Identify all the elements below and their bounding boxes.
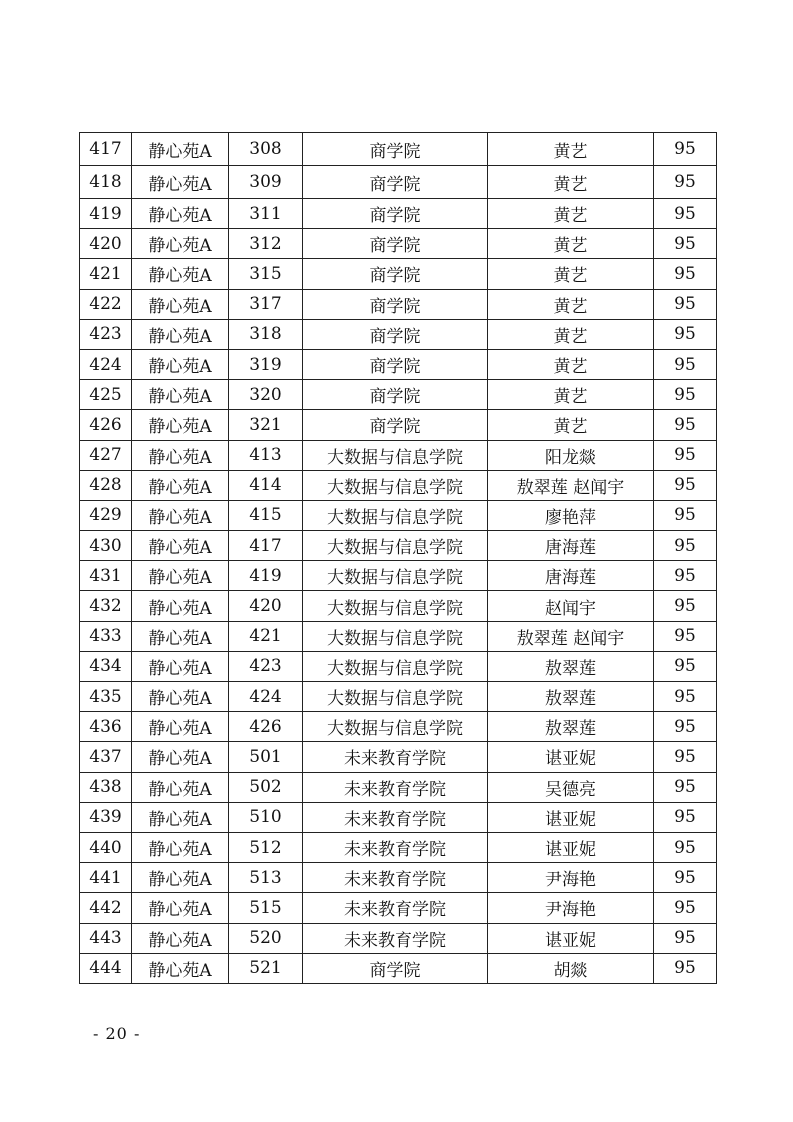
- row-index-cell: 432: [80, 591, 132, 621]
- college-cell: 商学院: [303, 199, 488, 229]
- score-cell: 95: [654, 923, 717, 953]
- college-cell: 大数据与信息学院: [303, 712, 488, 742]
- building-cell: 静心苑A: [132, 380, 229, 410]
- table-row: [80, 133, 717, 166]
- room-cell: 512: [229, 832, 303, 862]
- table-row: [80, 259, 717, 289]
- score-cell: 95: [654, 531, 717, 561]
- name-cell: 谌亚妮: [488, 923, 654, 953]
- college-cell: 大数据与信息学院: [303, 621, 488, 651]
- room-cell: 510: [229, 802, 303, 832]
- building-cell: 静心苑A: [132, 863, 229, 893]
- room-cell: 502: [229, 772, 303, 802]
- room-cell: 420: [229, 591, 303, 621]
- table-row: [80, 742, 717, 772]
- name-cell: 黄艺: [488, 410, 654, 440]
- college-cell: 商学院: [303, 319, 488, 349]
- name-cell: 尹海艳: [488, 893, 654, 923]
- name-cell: 敖翠莲 赵闻宇: [488, 621, 654, 651]
- row-index-cell: 435: [80, 682, 132, 712]
- building-cell: 静心苑A: [132, 591, 229, 621]
- room-cell: 521: [229, 953, 303, 983]
- building-cell: 静心苑A: [132, 259, 229, 289]
- college-cell: 商学院: [303, 259, 488, 289]
- table-body: [80, 133, 717, 984]
- table-row: [80, 863, 717, 893]
- room-cell: 421: [229, 621, 303, 651]
- building-cell: 静心苑A: [132, 682, 229, 712]
- college-cell: 大数据与信息学院: [303, 591, 488, 621]
- room-cell: 308: [229, 133, 303, 166]
- table-row: [80, 380, 717, 410]
- room-cell: 515: [229, 893, 303, 923]
- table-row: [80, 229, 717, 259]
- name-cell: 胡燚: [488, 953, 654, 983]
- table-row: [80, 166, 717, 199]
- score-cell: 95: [654, 682, 717, 712]
- row-index-cell: 425: [80, 380, 132, 410]
- score-cell: 95: [654, 802, 717, 832]
- score-cell: 95: [654, 500, 717, 530]
- name-cell: 黄艺: [488, 380, 654, 410]
- score-cell: 95: [654, 772, 717, 802]
- name-cell: 阳龙燚: [488, 440, 654, 470]
- table-row: [80, 591, 717, 621]
- score-cell: 95: [654, 289, 717, 319]
- college-cell: 商学院: [303, 133, 488, 166]
- college-cell: 未来教育学院: [303, 923, 488, 953]
- room-cell: 320: [229, 380, 303, 410]
- row-index-cell: 433: [80, 621, 132, 651]
- row-index-cell: 424: [80, 349, 132, 379]
- room-cell: 317: [229, 289, 303, 319]
- building-cell: 静心苑A: [132, 531, 229, 561]
- row-index-cell: 438: [80, 772, 132, 802]
- name-cell: 尹海艳: [488, 863, 654, 893]
- score-cell: 95: [654, 863, 717, 893]
- table-row: [80, 621, 717, 651]
- row-index-cell: 423: [80, 319, 132, 349]
- row-index-cell: 422: [80, 289, 132, 319]
- score-cell: 95: [654, 199, 717, 229]
- score-cell: 95: [654, 349, 717, 379]
- row-index-cell: 430: [80, 531, 132, 561]
- room-cell: 309: [229, 166, 303, 199]
- room-cell: 424: [229, 682, 303, 712]
- row-index-cell: 429: [80, 500, 132, 530]
- room-cell: 513: [229, 863, 303, 893]
- row-index-cell: 427: [80, 440, 132, 470]
- row-index-cell: 417: [80, 133, 132, 166]
- room-cell: 414: [229, 470, 303, 500]
- table-row: [80, 199, 717, 229]
- name-cell: 黄艺: [488, 133, 654, 166]
- row-index-cell: 440: [80, 832, 132, 862]
- name-cell: 廖艳萍: [488, 500, 654, 530]
- score-cell: 95: [654, 410, 717, 440]
- college-cell: 商学院: [303, 289, 488, 319]
- table-row: [80, 923, 717, 953]
- college-cell: 大数据与信息学院: [303, 682, 488, 712]
- row-index-cell: 420: [80, 229, 132, 259]
- building-cell: 静心苑A: [132, 802, 229, 832]
- room-cell: 319: [229, 349, 303, 379]
- name-cell: 黄艺: [488, 259, 654, 289]
- name-cell: 黄艺: [488, 199, 654, 229]
- name-cell: 敖翠莲: [488, 651, 654, 681]
- building-cell: 静心苑A: [132, 199, 229, 229]
- score-cell: 95: [654, 591, 717, 621]
- room-cell: 311: [229, 199, 303, 229]
- building-cell: 静心苑A: [132, 712, 229, 742]
- room-cell: 312: [229, 229, 303, 259]
- name-cell: 吴德亮: [488, 772, 654, 802]
- room-cell: 417: [229, 531, 303, 561]
- building-cell: 静心苑A: [132, 229, 229, 259]
- table-row: [80, 651, 717, 681]
- table-row: [80, 319, 717, 349]
- name-cell: 黄艺: [488, 229, 654, 259]
- score-cell: 95: [654, 742, 717, 772]
- row-index-cell: 431: [80, 561, 132, 591]
- score-cell: 95: [654, 319, 717, 349]
- building-cell: 静心苑A: [132, 410, 229, 440]
- room-cell: 423: [229, 651, 303, 681]
- building-cell: 静心苑A: [132, 166, 229, 199]
- college-cell: 商学院: [303, 380, 488, 410]
- score-cell: 95: [654, 440, 717, 470]
- building-cell: 静心苑A: [132, 621, 229, 651]
- row-index-cell: 428: [80, 470, 132, 500]
- college-cell: 商学院: [303, 349, 488, 379]
- table-row: [80, 772, 717, 802]
- score-cell: 95: [654, 133, 717, 166]
- college-cell: 大数据与信息学院: [303, 531, 488, 561]
- table-row: [80, 531, 717, 561]
- college-cell: 商学院: [303, 229, 488, 259]
- building-cell: 静心苑A: [132, 742, 229, 772]
- college-cell: 大数据与信息学院: [303, 470, 488, 500]
- college-cell: 商学院: [303, 166, 488, 199]
- room-cell: 419: [229, 561, 303, 591]
- room-cell: 520: [229, 923, 303, 953]
- room-cell: 426: [229, 712, 303, 742]
- table-row: [80, 802, 717, 832]
- college-cell: 大数据与信息学院: [303, 500, 488, 530]
- table-row: [80, 289, 717, 319]
- name-cell: 敖翠莲: [488, 682, 654, 712]
- building-cell: 静心苑A: [132, 289, 229, 319]
- building-cell: 静心苑A: [132, 440, 229, 470]
- name-cell: 唐海莲: [488, 531, 654, 561]
- score-cell: 95: [654, 712, 717, 742]
- table-row: [80, 470, 717, 500]
- score-cell: 95: [654, 470, 717, 500]
- building-cell: 静心苑A: [132, 349, 229, 379]
- row-index-cell: 436: [80, 712, 132, 742]
- score-cell: 95: [654, 229, 717, 259]
- building-cell: 静心苑A: [132, 561, 229, 591]
- page-number: - 20 -: [93, 1024, 141, 1043]
- building-cell: 静心苑A: [132, 651, 229, 681]
- table-row: [80, 953, 717, 983]
- room-cell: 318: [229, 319, 303, 349]
- table-row: [80, 440, 717, 470]
- row-index-cell: 444: [80, 953, 132, 983]
- score-cell: 95: [654, 651, 717, 681]
- college-cell: 大数据与信息学院: [303, 561, 488, 591]
- score-cell: 95: [654, 380, 717, 410]
- building-cell: 静心苑A: [132, 470, 229, 500]
- room-cell: 321: [229, 410, 303, 440]
- building-cell: 静心苑A: [132, 133, 229, 166]
- college-cell: 未来教育学院: [303, 772, 488, 802]
- name-cell: 黄艺: [488, 319, 654, 349]
- college-cell: 商学院: [303, 953, 488, 983]
- score-cell: 95: [654, 953, 717, 983]
- college-cell: 未来教育学院: [303, 863, 488, 893]
- building-cell: 静心苑A: [132, 953, 229, 983]
- row-index-cell: 426: [80, 410, 132, 440]
- name-cell: 赵闻宇: [488, 591, 654, 621]
- building-cell: 静心苑A: [132, 500, 229, 530]
- college-cell: 未来教育学院: [303, 893, 488, 923]
- table-row: [80, 349, 717, 379]
- row-index-cell: 421: [80, 259, 132, 289]
- row-index-cell: 439: [80, 802, 132, 832]
- building-cell: 静心苑A: [132, 772, 229, 802]
- score-cell: 95: [654, 893, 717, 923]
- name-cell: 唐海莲: [488, 561, 654, 591]
- name-cell: 敖翠莲 赵闻宇: [488, 470, 654, 500]
- score-cell: 95: [654, 259, 717, 289]
- name-cell: 谌亚妮: [488, 742, 654, 772]
- row-index-cell: 442: [80, 893, 132, 923]
- table-row: [80, 893, 717, 923]
- room-cell: 413: [229, 440, 303, 470]
- room-cell: 315: [229, 259, 303, 289]
- building-cell: 静心苑A: [132, 893, 229, 923]
- score-cell: 95: [654, 621, 717, 651]
- row-index-cell: 441: [80, 863, 132, 893]
- table-row: [80, 712, 717, 742]
- table-row: [80, 832, 717, 862]
- college-cell: 未来教育学院: [303, 742, 488, 772]
- table-row: [80, 410, 717, 440]
- dormitory-score-table: [79, 132, 717, 984]
- college-cell: 未来教育学院: [303, 832, 488, 862]
- college-cell: 未来教育学院: [303, 802, 488, 832]
- row-index-cell: 437: [80, 742, 132, 772]
- building-cell: 静心苑A: [132, 319, 229, 349]
- table-row: [80, 682, 717, 712]
- name-cell: 黄艺: [488, 289, 654, 319]
- building-cell: 静心苑A: [132, 832, 229, 862]
- name-cell: 黄艺: [488, 166, 654, 199]
- row-index-cell: 419: [80, 199, 132, 229]
- room-cell: 501: [229, 742, 303, 772]
- college-cell: 大数据与信息学院: [303, 651, 488, 681]
- row-index-cell: 443: [80, 923, 132, 953]
- college-cell: 商学院: [303, 410, 488, 440]
- table-row: [80, 561, 717, 591]
- building-cell: 静心苑A: [132, 923, 229, 953]
- score-cell: 95: [654, 166, 717, 199]
- score-cell: 95: [654, 561, 717, 591]
- row-index-cell: 418: [80, 166, 132, 199]
- name-cell: 谌亚妮: [488, 802, 654, 832]
- table-row: [80, 500, 717, 530]
- row-index-cell: 434: [80, 651, 132, 681]
- name-cell: 敖翠莲: [488, 712, 654, 742]
- room-cell: 415: [229, 500, 303, 530]
- name-cell: 黄艺: [488, 349, 654, 379]
- name-cell: 谌亚妮: [488, 832, 654, 862]
- score-cell: 95: [654, 832, 717, 862]
- college-cell: 大数据与信息学院: [303, 440, 488, 470]
